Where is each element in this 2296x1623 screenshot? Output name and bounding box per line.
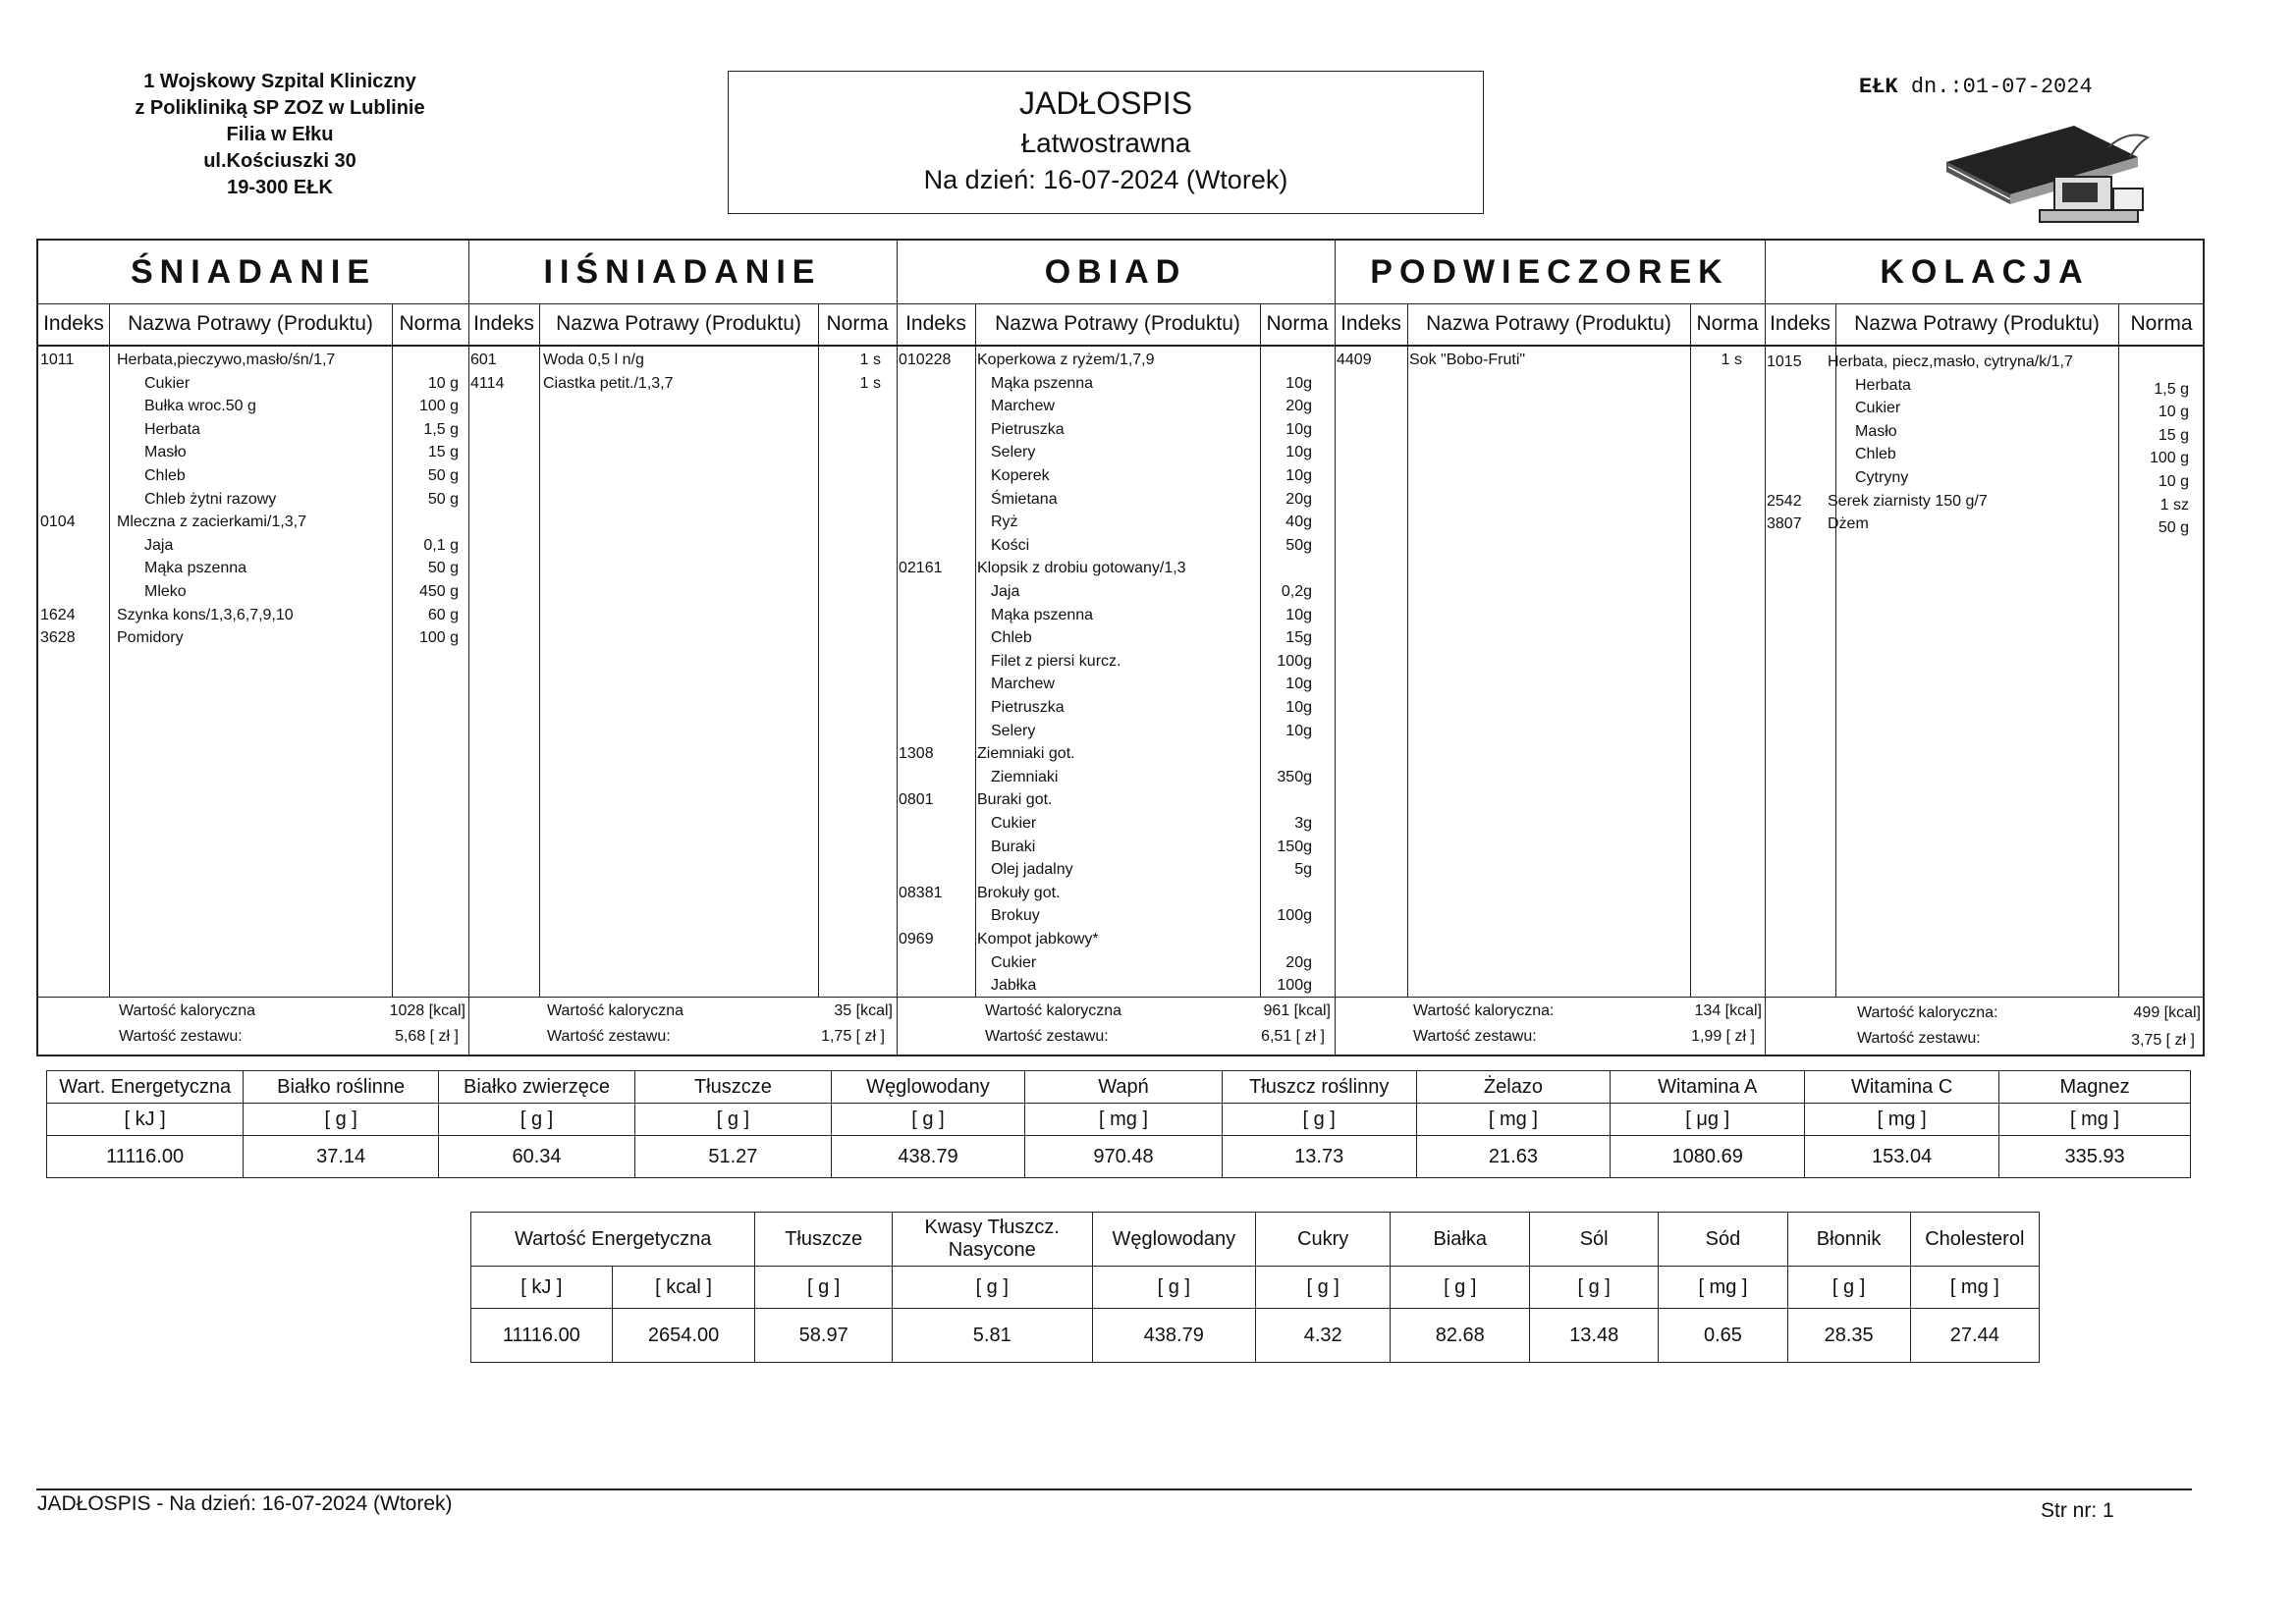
item-name: Brokuy — [991, 907, 1040, 925]
divider — [897, 241, 898, 1055]
table-unit: [ g ] — [1787, 1267, 1910, 1309]
table-header: Wapń — [1025, 1071, 1223, 1104]
table-value: 28.35 — [1787, 1309, 1910, 1363]
item-name: Mleczna z zacierkami/1,3,7 — [117, 514, 306, 531]
divider — [38, 997, 2203, 998]
item-index: 1015 — [1767, 353, 1802, 370]
item-index: 2542 — [1767, 492, 1802, 510]
divider — [1335, 241, 1336, 1055]
item-norm: 1 s — [1721, 352, 1742, 368]
table-header: Sól — [1530, 1213, 1659, 1267]
item-index: 3807 — [1767, 515, 1802, 533]
item-name: Jaja — [144, 536, 174, 554]
item-norm: 100g — [1277, 907, 1312, 925]
col-header-name: Nazwa Potrawy (Produktu) — [128, 312, 373, 335]
col-header-name: Nazwa Potrawy (Produktu) — [1426, 312, 1671, 335]
item-name: Kompot jabkowy* — [977, 931, 1099, 947]
table-value: 153.04 — [1805, 1136, 1999, 1178]
col-header-index: Indeks — [43, 312, 104, 335]
table-unit: [ kJ ] — [47, 1104, 244, 1136]
table-value: 4.32 — [1255, 1309, 1390, 1363]
table-value: 11116.00 — [47, 1136, 244, 1178]
item-norm: 60 g — [427, 606, 459, 623]
item-index: 4409 — [1337, 352, 1372, 368]
cost-label: Wartość zestawu: — [1857, 1030, 1981, 1047]
item-name: Selery — [991, 444, 1036, 461]
table-row — [471, 1267, 2040, 1309]
table-header: Błonnik — [1787, 1213, 1910, 1267]
cost-value: 3,75 [ zł ] — [2131, 1032, 2195, 1049]
item-norm: 10 g — [427, 374, 459, 392]
item-name: Filet z piersi kurcz. — [991, 652, 1121, 670]
divider — [1765, 241, 1766, 1055]
item-name: Cukier — [991, 953, 1037, 971]
table-unit: [ g ] — [1255, 1267, 1390, 1309]
item-norm: 10 g — [2158, 473, 2189, 490]
table-unit: [ g ] — [244, 1104, 439, 1136]
col-header-index: Indeks — [473, 312, 534, 335]
table-header: Witamina C — [1805, 1071, 1999, 1104]
footer-title: JADŁOSPIS - Na dzień: 16-07-2024 (Wtorek) — [37, 1492, 453, 1515]
item-norm: 10g — [1285, 699, 1312, 716]
item-norm: 10 g — [2158, 404, 2189, 421]
item-name: Pietruszka — [991, 420, 1065, 438]
table-value: 970.48 — [1025, 1136, 1223, 1178]
cost-value: 5,68 [ zł ] — [395, 1028, 459, 1045]
table-row — [471, 1309, 2040, 1363]
table-value: 13.48 — [1530, 1309, 1659, 1363]
item-norm: 40g — [1285, 514, 1312, 531]
col-header-norm: Norma — [2130, 312, 2193, 335]
calorie-value: 1028 [kcal] — [389, 1002, 465, 1019]
table-header: Białka — [1391, 1213, 1530, 1267]
table-unit: [ g ] — [634, 1104, 831, 1136]
item-norm: 100 g — [2149, 450, 2189, 467]
table-header: Sód — [1659, 1213, 1787, 1267]
item-index: 02161 — [899, 560, 943, 577]
item-norm: 50 g — [427, 490, 459, 508]
item-norm: 1 s — [859, 352, 881, 368]
table-value: 5.81 — [892, 1309, 1092, 1363]
item-norm: 100g — [1277, 977, 1312, 995]
menu-table — [36, 239, 2205, 1056]
item-name: Klopsik z drobiu gotowany/1,3 — [977, 560, 1186, 577]
table-unit: [ μg ] — [1611, 1104, 1805, 1136]
item-norm: 10g — [1285, 722, 1312, 739]
item-name: Herbata — [1855, 376, 1911, 394]
cost-label: Wartość zestawu: — [119, 1028, 243, 1045]
item-name: Herbata,pieczywo,masło/śn/1,7 — [117, 352, 336, 368]
item-norm: 50g — [1285, 536, 1312, 554]
section-title-second-breakfast: IIŚNIADANIE — [543, 253, 822, 291]
table-header: Białko zwierzęce — [439, 1071, 635, 1104]
table-value: 11116.00 — [471, 1309, 613, 1363]
table-unit: [ g ] — [831, 1104, 1024, 1136]
item-norm: 100 g — [418, 398, 459, 415]
table-value: 1080.69 — [1611, 1136, 1805, 1178]
item-norm: 0,1 g — [423, 536, 459, 554]
table-unit: [ g ] — [1530, 1267, 1659, 1309]
item-index: 0801 — [899, 791, 934, 809]
table-row — [471, 1213, 2040, 1267]
divider — [975, 303, 976, 997]
table-value: 438.79 — [831, 1136, 1024, 1178]
table-header: Wart. Energetyczna — [47, 1071, 244, 1104]
item-name: Masło — [144, 444, 187, 461]
divider — [38, 345, 2203, 347]
item-name: Cukier — [991, 815, 1037, 832]
item-norm: 10g — [1285, 420, 1312, 438]
item-name: Chleb — [144, 467, 186, 484]
table-unit: [ g ] — [755, 1267, 893, 1309]
item-norm: 15 g — [427, 444, 459, 461]
cost-label: Wartość zestawu: — [1413, 1028, 1537, 1045]
table-value: 51.27 — [634, 1136, 831, 1178]
item-norm: 5g — [1294, 861, 1312, 879]
table-value: 82.68 — [1391, 1309, 1530, 1363]
book-computer-icon — [1937, 118, 2162, 226]
col-header-name: Nazwa Potrawy (Produktu) — [995, 312, 1240, 335]
table-header: Kwasy Tłuszcz. Nasycone — [892, 1213, 1092, 1267]
divider — [109, 303, 110, 997]
item-norm: 10g — [1285, 444, 1312, 461]
table-unit: [ kJ ] — [471, 1267, 613, 1309]
nutrition-table-1 — [46, 1070, 2191, 1178]
item-index: 1011 — [40, 352, 75, 368]
item-name: Szynka kons/1,3,6,7,9,10 — [117, 606, 294, 623]
diet-name: Łatwostrawna — [1020, 128, 1191, 158]
item-norm: 50 g — [427, 560, 459, 577]
item-norm: 10g — [1285, 374, 1312, 392]
calorie-value: 499 [kcal] — [2133, 1004, 2201, 1021]
table-row — [47, 1071, 2191, 1104]
item-norm: 100 g — [418, 629, 459, 647]
item-name: Bułka wroc.50 g — [144, 398, 256, 415]
item-name: Buraki got. — [977, 791, 1053, 809]
table-unit: [ g ] — [892, 1267, 1092, 1309]
item-index: 601 — [470, 352, 497, 368]
page-number: Str nr: 1 — [2041, 1499, 2114, 1522]
cost-value: 6,51 [ zł ] — [1261, 1028, 1325, 1045]
item-name: Mąka pszenna — [991, 606, 1094, 623]
item-norm: 10g — [1285, 606, 1312, 623]
table-value: 27.44 — [1910, 1309, 2039, 1363]
city-label: EŁK — [1859, 75, 1898, 99]
item-name: Chleb — [1855, 446, 1896, 463]
col-header-norm: Norma — [1266, 312, 1329, 335]
item-name: Mąka pszenna — [144, 560, 247, 577]
divider — [1835, 303, 1836, 997]
col-header-norm: Norma — [399, 312, 462, 335]
table-header: Witamina A — [1611, 1071, 1805, 1104]
table-value: 2654.00 — [612, 1309, 755, 1363]
item-index: 1624 — [40, 606, 76, 623]
calorie-label: Wartość kaloryczna: — [1413, 1002, 1555, 1019]
calorie-label: Wartość kaloryczna — [547, 1002, 683, 1019]
item-norm: 20g — [1285, 398, 1312, 415]
table-value: 60.34 — [439, 1136, 635, 1178]
item-norm: 100g — [1277, 652, 1312, 670]
table-unit: [ kcal ] — [612, 1267, 755, 1309]
table-value: 0.65 — [1659, 1309, 1787, 1363]
item-norm: 3g — [1294, 815, 1312, 832]
col-header-index: Indeks — [905, 312, 966, 335]
item-norm: 1,5 g — [423, 420, 459, 438]
table-unit: [ mg ] — [1910, 1267, 2039, 1309]
item-name: Mleko — [144, 583, 187, 600]
table-header: Tłuszcz roślinny — [1222, 1071, 1416, 1104]
item-index: 1308 — [899, 745, 934, 763]
footer-divider — [36, 1488, 2192, 1490]
calorie-label: Wartość kaloryczna — [119, 1002, 255, 1019]
col-header-name: Nazwa Potrawy (Produktu) — [556, 312, 801, 335]
col-header-norm: Norma — [1696, 312, 1759, 335]
table-row — [47, 1136, 2191, 1178]
table-header: Magnez — [1999, 1071, 2191, 1104]
section-title-breakfast: ŚNIADANIE — [130, 253, 377, 291]
item-norm: 50 g — [427, 467, 459, 484]
cost-label: Wartość zestawu: — [547, 1028, 671, 1045]
item-norm: 150g — [1277, 838, 1312, 855]
item-norm: 15 g — [2158, 426, 2189, 444]
item-name: Mąka pszenna — [991, 374, 1094, 392]
item-name: Cukier — [1855, 400, 1901, 417]
item-name: Marchew — [991, 676, 1055, 693]
table-row — [47, 1104, 2191, 1136]
table-value: 13.73 — [1222, 1136, 1416, 1178]
item-norm: 15g — [1285, 629, 1312, 647]
item-norm: 20g — [1285, 953, 1312, 971]
item-name: Śmietana — [991, 490, 1058, 508]
section-title-afternoon-snack: PODWIECZOREK — [1370, 253, 1729, 291]
institution-address — [88, 69, 471, 201]
item-index: 0104 — [40, 514, 76, 531]
table-unit: [ mg ] — [1025, 1104, 1223, 1136]
item-name: Olej jadalny — [991, 861, 1073, 879]
item-norm: 1 s — [859, 374, 881, 392]
item-name: Cytryny — [1855, 469, 1909, 486]
table-unit: [ g ] — [439, 1104, 635, 1136]
divider — [1407, 303, 1408, 997]
col-header-norm: Norma — [826, 312, 889, 335]
item-name: Masło — [1855, 422, 1897, 440]
table-value: 335.93 — [1999, 1136, 2191, 1178]
item-norm: 450 g — [418, 583, 459, 600]
table-unit: [ mg ] — [1805, 1104, 1999, 1136]
table-unit: [ mg ] — [1416, 1104, 1611, 1136]
item-norm: 0,2g — [1281, 583, 1312, 600]
calorie-value: 134 [kcal] — [1694, 1002, 1762, 1019]
item-norm: 350g — [1277, 768, 1312, 785]
item-name: Buraki — [991, 838, 1036, 855]
item-index: 4114 — [470, 374, 505, 392]
institution-line: z Polikliniką SP ZOZ w Lublinie — [135, 97, 425, 119]
city-date — [1859, 75, 2093, 99]
item-index: 08381 — [899, 884, 943, 901]
table-unit: [ g ] — [1222, 1104, 1416, 1136]
item-name: Ziemniaki — [991, 768, 1059, 785]
document-title: JADŁOSPIS — [1018, 85, 1193, 121]
item-norm: 10g — [1285, 467, 1312, 484]
table-header: Wartość Energetyczna — [471, 1213, 755, 1267]
item-name: Jaja — [991, 583, 1020, 600]
institution-line: Filia w Ełku — [226, 124, 334, 145]
divider — [539, 303, 540, 997]
title-box — [728, 71, 1484, 214]
cost-label: Wartość zestawu: — [985, 1028, 1109, 1045]
table-unit: [ g ] — [1391, 1267, 1530, 1309]
section-title-lunch: OBIAD — [1044, 253, 1187, 291]
table-value: 21.63 — [1416, 1136, 1611, 1178]
divider — [1690, 303, 1691, 997]
calorie-label: Wartość kaloryczna: — [1857, 1004, 1998, 1021]
item-norm: 1 sz — [2159, 496, 2189, 514]
col-header-index: Indeks — [1770, 312, 1831, 335]
item-norm: 10g — [1285, 676, 1312, 693]
cost-value: 1,75 [ zł ] — [821, 1028, 885, 1045]
item-name: Selery — [991, 722, 1036, 739]
nutrition-table-2 — [470, 1212, 2040, 1363]
item-name: Herbata — [144, 420, 200, 438]
item-name: Kości — [991, 536, 1030, 554]
item-name: Dżem — [1828, 515, 1869, 533]
issue-date: dn.:01-07-2024 — [1910, 75, 2093, 99]
calorie-value: 961 [kcal] — [1263, 1002, 1331, 1019]
item-name: Sok "Bobo-Fruti" — [1409, 352, 1526, 368]
item-name: Chleb — [991, 629, 1032, 647]
divider — [818, 303, 819, 997]
institution-line: 19-300 EŁK — [227, 177, 333, 198]
item-name: Ziemniaki got. — [977, 745, 1075, 763]
table-unit: [ g ] — [1092, 1267, 1255, 1309]
item-norm: 50 g — [2158, 519, 2189, 537]
item-index: 3628 — [40, 629, 76, 647]
table-header: Węglowodany — [1092, 1213, 1255, 1267]
table-header: Cholesterol — [1910, 1213, 2039, 1267]
divider — [38, 303, 2203, 304]
table-header: Żelazo — [1416, 1071, 1611, 1104]
item-name: Jabłka — [991, 977, 1037, 995]
item-norm: 20g — [1285, 490, 1312, 508]
item-name: Woda 0,5 l n/g — [543, 352, 644, 368]
item-name: Marchew — [991, 398, 1055, 415]
table-value: 58.97 — [755, 1309, 893, 1363]
table-header: Białko roślinne — [244, 1071, 439, 1104]
section-title-supper: KOLACJA — [1880, 253, 2090, 291]
item-name: Serek ziarnisty 150 g/7 — [1828, 492, 1988, 510]
institution-line: ul.Kościuszki 30 — [203, 150, 356, 172]
item-index: 0969 — [899, 931, 934, 947]
table-header: Węglowodany — [831, 1071, 1024, 1104]
item-norm: 1,5 g — [2154, 380, 2189, 398]
table-header: Tłuszcze — [634, 1071, 831, 1104]
table-header: Cukry — [1255, 1213, 1390, 1267]
item-name: Herbata, piecz,masło, cytryna/k/1,7 — [1828, 353, 2073, 370]
item-name: Koperkowa z ryżem/1,7,9 — [977, 352, 1155, 368]
institution-line: 1 Wojskowy Szpital Kliniczny — [143, 71, 416, 92]
item-index: 010228 — [899, 352, 952, 368]
table-unit: [ mg ] — [1999, 1104, 2191, 1136]
table-value: 37.14 — [244, 1136, 439, 1178]
calorie-label: Wartość kaloryczna — [985, 1002, 1121, 1019]
item-name: Chleb żytni razowy — [144, 490, 277, 508]
divider — [468, 241, 469, 1055]
col-header-name: Nazwa Potrawy (Produktu) — [1854, 312, 2100, 335]
item-name: Ciastka petit./1,3,7 — [543, 374, 674, 392]
table-unit: [ mg ] — [1659, 1267, 1787, 1309]
item-name: Cukier — [144, 374, 191, 392]
calorie-value: 35 [kcal] — [834, 1002, 893, 1019]
menu-date: Na dzień: 16-07-2024 (Wtorek) — [923, 165, 1288, 194]
item-name: Pietruszka — [991, 699, 1065, 716]
table-value: 438.79 — [1092, 1309, 1255, 1363]
item-name: Ryż — [991, 514, 1018, 531]
item-name: Pomidory — [117, 629, 184, 647]
item-name: Koperek — [991, 467, 1050, 484]
col-header-index: Indeks — [1340, 312, 1401, 335]
item-name: Brokuły got. — [977, 884, 1061, 901]
cost-value: 1,99 [ zł ] — [1691, 1028, 1755, 1045]
table-header: Tłuszcze — [755, 1213, 893, 1267]
